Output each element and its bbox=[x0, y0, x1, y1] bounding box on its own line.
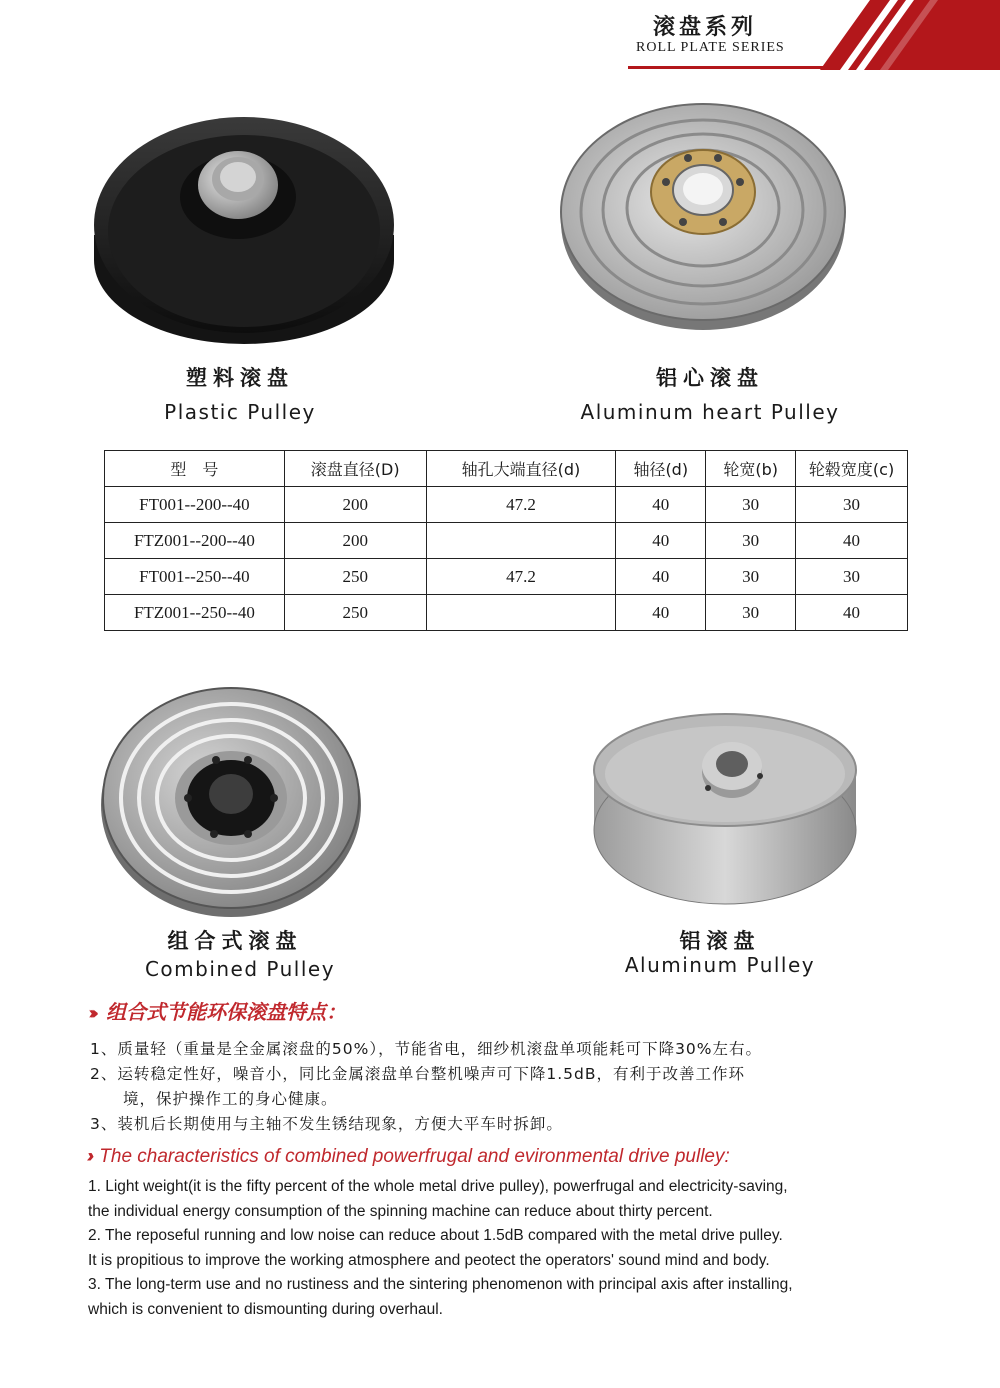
aluminum-pulley-image bbox=[590, 712, 860, 912]
double-chevron-icon: ›› ›› bbox=[88, 1003, 94, 1024]
table-cell: FTZ001--250--40 bbox=[105, 595, 285, 631]
table-cell: FT001--250--40 bbox=[105, 559, 285, 595]
list-item: It is propitious to improve the working atmosphere and peotect the operators' sound mind and body. bbox=[88, 1251, 770, 1269]
product-name-en: Aluminum heart Pulley bbox=[580, 400, 840, 424]
product-name-zh: 塑料滚盘 bbox=[186, 366, 294, 390]
table-cell bbox=[426, 523, 616, 559]
table-row bbox=[105, 595, 908, 631]
features-zh-list bbox=[90, 1037, 762, 1137]
header-diameter: 滚盘直径(D) bbox=[284, 451, 426, 487]
product-name-en: Combined Pulley bbox=[144, 957, 336, 981]
table-cell: 250 bbox=[284, 559, 426, 595]
product-name-zh: 组合式滚盘 bbox=[167, 929, 303, 953]
table-header-row bbox=[105, 451, 908, 487]
table-cell: 40 bbox=[616, 487, 706, 523]
list-item: 3、装机后长期使用与主轴不发生锈结现象，方便大平车时拆卸。 bbox=[90, 1115, 563, 1133]
table-cell: 47.2 bbox=[426, 559, 616, 595]
list-item: the individual energy consumption of the spinning machine can reduce about thirty percent. bbox=[88, 1202, 713, 1220]
features-zh-heading bbox=[88, 996, 346, 1025]
table-cell: 40 bbox=[616, 559, 706, 595]
header-bore-diameter: 轴孔大端直径(d) bbox=[426, 451, 616, 487]
features-en-heading bbox=[88, 1146, 730, 1168]
table-cell: 40 bbox=[796, 595, 908, 631]
series-title-en: ROLL PLATE SERIES bbox=[636, 40, 785, 55]
spec-table bbox=[104, 450, 908, 631]
features-zh-title: 组合式节能环保滚盘特点： bbox=[106, 1000, 347, 1024]
table-cell: 200 bbox=[284, 523, 426, 559]
plastic-pulley-image bbox=[88, 85, 400, 345]
combined-pulley-image bbox=[96, 680, 366, 920]
table-cell bbox=[426, 595, 616, 631]
header-wheel-width: 轮宽(b) bbox=[706, 451, 796, 487]
product-name-en: Plastic Pulley bbox=[164, 400, 316, 424]
table-cell: 30 bbox=[706, 559, 796, 595]
header-model: 型 号 bbox=[105, 451, 285, 487]
table-cell: FT001--200--40 bbox=[105, 487, 285, 523]
list-item: 2. The reposeful running and low noise can reduce about 1.5dB compared with the metal drive pulley. bbox=[88, 1227, 783, 1244]
list-item: 2、运转稳定性好，噪音小，同比金属滚盘单台整机噪声可下降1.5dB，有利于改善工作环 bbox=[90, 1065, 745, 1083]
product-name-en: Aluminum Pulley bbox=[624, 953, 816, 977]
table-cell: FTZ001--200--40 bbox=[105, 523, 285, 559]
table-cell: 40 bbox=[616, 523, 706, 559]
table-cell: 30 bbox=[706, 487, 796, 523]
header-stripes-decoration bbox=[800, 0, 1000, 70]
list-item: 境，保护操作工的身心健康。 bbox=[90, 1090, 338, 1108]
header-hub-width: 轮毂宽度(c) bbox=[796, 451, 908, 487]
table-row bbox=[105, 523, 908, 559]
list-item: 3. The long-term use and no rustiness and the sintering phenomenon with principal axis after installing, bbox=[88, 1276, 793, 1293]
table-cell: 200 bbox=[284, 487, 426, 523]
features-en-title: The characteristics of combined powerfrugal and evironmental drive pulley: bbox=[99, 1146, 730, 1167]
table-row bbox=[105, 559, 908, 595]
product-name-zh: 铝滚盘 bbox=[679, 929, 761, 953]
aluminum-heart-pulley-image bbox=[558, 92, 848, 332]
list-item: 1. Light weight(it is the fifty percent of the whole metal drive pulley), powerfrugal and electricity-saving, bbox=[88, 1178, 788, 1195]
table-cell: 40 bbox=[616, 595, 706, 631]
list-item: which is convenient to dismounting during overhaul. bbox=[88, 1300, 443, 1318]
list-item: 1、质量轻（重量是全金属滚盘的50%），节能省电，细纱机滚盘单项能耗可下降30%左右。 bbox=[90, 1040, 763, 1058]
table-cell: 30 bbox=[796, 487, 908, 523]
table-row bbox=[105, 487, 908, 523]
table-cell: 30 bbox=[706, 523, 796, 559]
series-title-zh: 滚盘系列 bbox=[653, 15, 758, 40]
table-cell: 30 bbox=[706, 595, 796, 631]
product-name-zh: 铝心滚盘 bbox=[656, 366, 764, 390]
header-shaft-diameter: 轴径(d) bbox=[616, 451, 706, 487]
table-cell: 47.2 bbox=[426, 487, 616, 523]
table-cell: 40 bbox=[796, 523, 908, 559]
table-cell: 30 bbox=[796, 559, 908, 595]
features-en-list bbox=[88, 1175, 793, 1322]
table-cell: 250 bbox=[284, 595, 426, 631]
